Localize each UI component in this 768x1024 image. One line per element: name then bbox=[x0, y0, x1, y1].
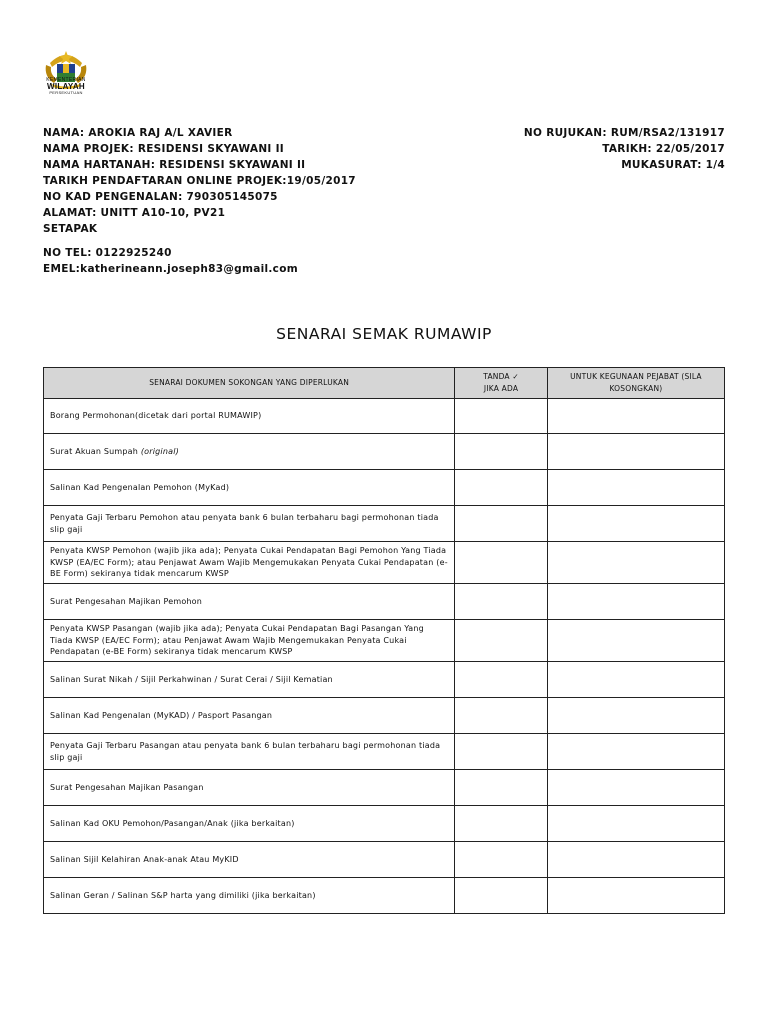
office-use-cell bbox=[547, 434, 724, 470]
logo-caption bbox=[40, 78, 92, 95]
ic-number: NO KAD PENGENALAN: 790305145075 bbox=[43, 191, 278, 203]
checklist-table bbox=[43, 367, 725, 914]
office-use-cell bbox=[547, 620, 724, 662]
document-label: Surat Akuan Sumpah bbox=[50, 446, 141, 456]
logo-line-1: KEMENTERIAN bbox=[46, 77, 86, 83]
document-cell bbox=[44, 806, 455, 842]
document-cell bbox=[44, 620, 455, 662]
office-use-cell bbox=[547, 842, 724, 878]
logo-line-3: PERSEKUTUAN bbox=[49, 90, 83, 95]
office-use-cell bbox=[547, 399, 724, 434]
office-use-cell bbox=[547, 698, 724, 734]
table-row bbox=[44, 470, 725, 506]
document-label: Salinan Geran / Salinan S&P harta yang dimiliki (jika berkaitan) bbox=[50, 890, 316, 900]
document-label: Salinan Sijil Kelahiran Anak-anak Atau MyKID bbox=[50, 854, 239, 864]
checkbox-cell[interactable] bbox=[455, 506, 548, 542]
phone-number: NO TEL: 0122925240 bbox=[43, 247, 172, 259]
document-cell bbox=[44, 470, 455, 506]
reference-number: NO RUJUKAN: RUM/RSA2/131917 bbox=[523, 127, 725, 139]
document-label: Borang Permohonan(dicetak dari portal RUMAWIP) bbox=[50, 411, 262, 421]
checkbox-cell[interactable] bbox=[455, 434, 548, 470]
table-header-row bbox=[44, 368, 725, 399]
office-use-cell bbox=[547, 470, 724, 506]
checkbox-cell[interactable] bbox=[455, 770, 548, 806]
project-name: NAMA PROJEK: RESIDENSI SKYAWANI II bbox=[43, 143, 284, 155]
checkbox-cell[interactable] bbox=[455, 399, 548, 434]
table-row bbox=[44, 662, 725, 698]
office-use-cell bbox=[547, 806, 724, 842]
table-row bbox=[44, 434, 725, 470]
table-row bbox=[44, 698, 725, 734]
document-label: Penyata KWSP Pemohon (wajib jika ada); Penyata Cukai Pendapatan Bagi Pemohon Yang Tiada KWSP (EA/EC Form); atau Penjawat Awam Wajib Mengemukakan Penyata Cukai Pendapatan (e-BE Form) sekiranya tidak mencarum KWSP bbox=[50, 546, 448, 579]
property-name: NAMA HARTANAH: RESIDENSI SKYAWANI II bbox=[43, 159, 306, 171]
table-row bbox=[44, 806, 725, 842]
document-cell bbox=[44, 584, 455, 620]
header-mark-line-1: TANDA ✓ bbox=[483, 372, 519, 381]
document-cell bbox=[44, 434, 455, 470]
checkbox-cell[interactable] bbox=[455, 542, 548, 584]
office-use-cell bbox=[547, 506, 724, 542]
table-row bbox=[44, 506, 725, 542]
table-row bbox=[44, 584, 725, 620]
document-label: Salinan Kad Pengenalan Pemohon (MyKad) bbox=[50, 482, 230, 492]
page-number: MUKASURAT: 1/4 bbox=[621, 159, 725, 171]
address-line-2: SETAPAK bbox=[43, 223, 98, 235]
applicant-info bbox=[43, 125, 356, 277]
office-use-cell bbox=[547, 662, 724, 698]
document-label: Penyata Gaji Terbaru Pemohon atau penyata bank 6 bulan terbaharu bagi permohonan tiada slip gaji bbox=[50, 513, 439, 534]
document-label: Surat Pengesahan Majikan Pemohon bbox=[50, 596, 203, 606]
office-use-cell bbox=[547, 770, 724, 806]
checkbox-cell[interactable] bbox=[455, 620, 548, 662]
checkbox-cell[interactable] bbox=[455, 806, 548, 842]
table-row bbox=[44, 734, 725, 770]
table-row bbox=[44, 542, 725, 584]
office-use-cell bbox=[547, 878, 724, 914]
table-row bbox=[44, 842, 725, 878]
document-label: Penyata Gaji Terbaru Pasangan atau penyata bank 6 bulan terbaharu bagi permohonan tiada slip gaji bbox=[50, 741, 441, 762]
checkbox-cell[interactable] bbox=[455, 584, 548, 620]
document-cell bbox=[44, 698, 455, 734]
document-cell bbox=[44, 842, 455, 878]
checkbox-cell[interactable] bbox=[455, 662, 548, 698]
header-office-use bbox=[547, 368, 724, 399]
checkbox-cell[interactable] bbox=[455, 734, 548, 770]
table-row bbox=[44, 399, 725, 434]
document-label: Salinan Kad Pengenalan (MyKAD) / Pasport Pasangan bbox=[50, 710, 273, 720]
header-office-line-2: KOSONGKAN) bbox=[609, 384, 663, 393]
document-label-italic: (original) bbox=[140, 446, 179, 456]
document-cell bbox=[44, 878, 455, 914]
header-office-line-1: UNTUK KEGUNAAN PEJABAT (SILA bbox=[570, 372, 702, 381]
document-cell bbox=[44, 399, 455, 434]
checkbox-cell[interactable] bbox=[455, 470, 548, 506]
document-cell bbox=[44, 770, 455, 806]
table-row bbox=[44, 620, 725, 662]
document-label: Salinan Surat Nikah / Sijil Perkahwinan / Surat Cerai / Sijil Kematian bbox=[50, 674, 333, 684]
address-line-1: ALAMAT: UNITT A10-10, PV21 bbox=[43, 207, 226, 219]
checkbox-cell[interactable] bbox=[455, 842, 548, 878]
email-address: EMEL:katherineann.joseph83@gmail.com bbox=[43, 263, 298, 275]
checkbox-cell[interactable] bbox=[455, 878, 548, 914]
document-label: Surat Pengesahan Majikan Pasangan bbox=[50, 782, 204, 792]
document-cell bbox=[44, 734, 455, 770]
office-use-cell bbox=[547, 584, 724, 620]
document-cell bbox=[44, 662, 455, 698]
logo-line-2: WILAYAH bbox=[47, 82, 85, 91]
checkbox-cell[interactable] bbox=[455, 698, 548, 734]
applicant-name: NAMA: AROKIA RAJ A/L XAVIER bbox=[43, 127, 233, 139]
table-row bbox=[44, 770, 725, 806]
header-documents: SENARAI DOKUMEN SOKONGAN YANG DIPERLUKAN bbox=[44, 368, 455, 399]
header-mark-line-2: JIKA ADA bbox=[483, 384, 519, 393]
header-mark bbox=[455, 368, 548, 399]
table-row bbox=[44, 878, 725, 914]
office-use-cell bbox=[547, 734, 724, 770]
reference-info bbox=[524, 125, 725, 173]
document-date: TARIKH: 22/05/2017 bbox=[602, 143, 725, 155]
document-cell bbox=[44, 506, 455, 542]
document-label: Penyata KWSP Pasangan (wajib jika ada); Penyata Cukai Pendapatan Bagi Pasangan Yang Tiada KWSP (EA/EC Form); atau Penjawat Awam Wajib Mengemukakan Penyata Cukai Pendapatan (e-BE Form) sekiranya tidak mencarum KWSP bbox=[50, 624, 424, 657]
office-use-cell bbox=[547, 542, 724, 584]
document-cell bbox=[44, 542, 455, 584]
page-title: SENARAI SEMAK RUMAWIP bbox=[276, 325, 492, 343]
document-label: Salinan Kad OKU Pemohon/Pasangan/Anak (jika berkaitan) bbox=[50, 818, 295, 828]
registration-date: TARIKH PENDAFTARAN ONLINE PROJEK:19/05/2017 bbox=[43, 175, 356, 187]
